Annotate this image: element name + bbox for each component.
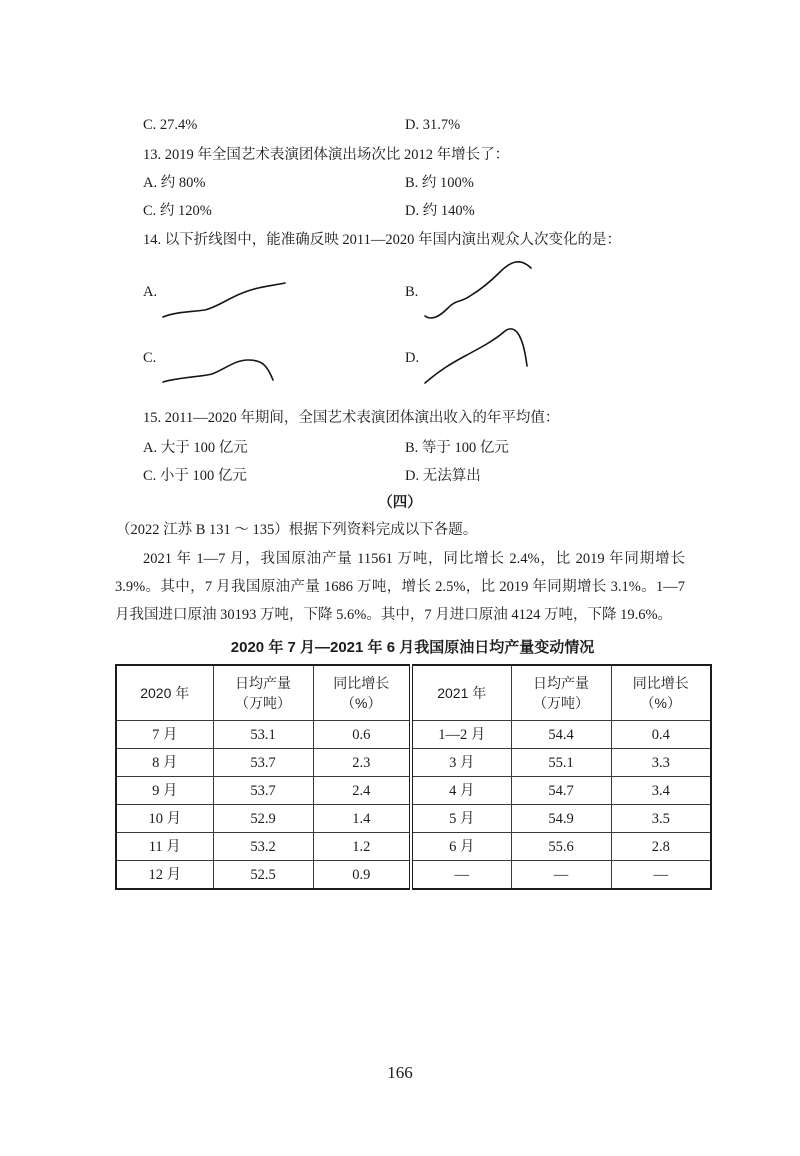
- table-cell: 53.2: [213, 833, 313, 861]
- table-cell: 0.9: [313, 861, 411, 890]
- table-cell: 7 月: [116, 721, 213, 749]
- table-cell: 2.8: [611, 833, 711, 861]
- header-2020-year: 2020 年: [116, 665, 213, 721]
- table-cell: 4 月: [411, 777, 511, 805]
- q14-option-b-label: B.: [405, 284, 419, 300]
- table-cell: 53.7: [213, 777, 313, 805]
- section-source: （2022 江苏 B 131 ～ 135）根据下列资料完成以下各题。: [116, 522, 478, 538]
- table-cell: 52.9: [213, 805, 313, 833]
- table-cell: 1.4: [313, 805, 411, 833]
- table-cell: 5 月: [411, 805, 511, 833]
- q14-option-a-label: A.: [143, 284, 158, 300]
- table-cell: 1—2 月: [411, 721, 511, 749]
- q12-option-d: D. 31.7%: [405, 117, 461, 133]
- section-passage: 2021 年 1—7 月，我国原油产量 11561 万吨，同比增长 2.4%，比 2019 年同期增长 3.9%。其中，7 月我国原油产量 1686 万吨，增长 2.5%，比 2019 年同期增长 3.1%。1—7 月我国进口原油 30193 万吨，下降 5.6%。其中，7 月进口原油 4124 万吨，下降 19.6%。: [115, 551, 685, 623]
- q13-stem: 13. 2019 年全国艺术表演团体演出场次比 2012 年增长了：: [143, 147, 510, 163]
- header-daily-output-2021: 日均产量 （万吨）: [511, 665, 611, 721]
- q15-option-b: B. 等于 100 亿元: [405, 440, 509, 456]
- q14-line-sketches: [0, 0, 800, 400]
- q14-curve-b: [425, 262, 531, 318]
- q14-curve-d: [425, 329, 527, 383]
- table-title: 2020 年 7 月—2021 年 6 月我国原油日均产量变动情况: [230, 639, 595, 656]
- table-row: [116, 861, 711, 890]
- table-cell: 0.6: [313, 721, 411, 749]
- q13-option-b: B. 约 100%: [405, 175, 474, 191]
- table-cell: 54.9: [511, 805, 611, 833]
- header-daily-output-2020: 日均产量 （万吨）: [213, 665, 313, 721]
- table-cell: 3.4: [611, 777, 711, 805]
- table-row: [116, 805, 711, 833]
- header-2021-year: 2021 年: [411, 665, 511, 721]
- q14-curve-a: [163, 283, 285, 317]
- table-cell: 10 月: [116, 805, 213, 833]
- table-row: [116, 777, 711, 805]
- table-row: [116, 833, 711, 861]
- q14-stem: 14. 以下折线图中，能准确反映 2011—2020 年国内演出观众人次变化的是：: [143, 232, 621, 248]
- table-cell: 12 月: [116, 861, 213, 890]
- table-cell: —: [411, 861, 511, 890]
- header-yoy-growth-2020: 同比增长 （%）: [313, 665, 411, 721]
- table-cell: 2.3: [313, 749, 411, 777]
- table-cell: 1.2: [313, 833, 411, 861]
- header-yoy-growth-2021: 同比增长 （%）: [611, 665, 711, 721]
- q14-curve-c: [163, 360, 273, 382]
- q13-option-a: A. 约 80%: [143, 175, 206, 191]
- table-cell: 55.6: [511, 833, 611, 861]
- crude-oil-table: [115, 664, 712, 890]
- q15-option-c: C. 小于 100 亿元: [143, 468, 247, 484]
- q13-option-d: D. 约 140%: [405, 203, 475, 219]
- q15-option-d: D. 无法算出: [405, 468, 481, 484]
- table-cell: 3.5: [611, 805, 711, 833]
- table-cell: 52.5: [213, 861, 313, 890]
- table-header-row: [116, 665, 711, 721]
- page-number: 166: [387, 1063, 413, 1082]
- q15-stem: 15. 2011—2020 年期间，全国艺术表演团体演出收入的年平均值：: [143, 410, 560, 426]
- q14-option-d-label: D.: [405, 350, 420, 366]
- table-cell: 53.7: [213, 749, 313, 777]
- section-title: （四）: [378, 495, 422, 511]
- table-row: [116, 749, 711, 777]
- table-row: [116, 721, 711, 749]
- table-cell: 55.1: [511, 749, 611, 777]
- table-cell: 2.4: [313, 777, 411, 805]
- table-cell: 6 月: [411, 833, 511, 861]
- table-cell: 3.3: [611, 749, 711, 777]
- table-cell: 54.4: [511, 721, 611, 749]
- table-cell: 11 月: [116, 833, 213, 861]
- q13-option-c: C. 约 120%: [143, 203, 212, 219]
- q12-option-c: C. 27.4%: [143, 117, 198, 133]
- q15-option-a: A. 大于 100 亿元: [143, 440, 248, 456]
- table-cell: 53.1: [213, 721, 313, 749]
- table-cell: —: [511, 861, 611, 890]
- table-cell: 54.7: [511, 777, 611, 805]
- q14-option-c-label: C.: [143, 350, 157, 366]
- table-cell: 0.4: [611, 721, 711, 749]
- table-cell: 9 月: [116, 777, 213, 805]
- table-cell: 8 月: [116, 749, 213, 777]
- table-cell: —: [611, 861, 711, 890]
- table-cell: 3 月: [411, 749, 511, 777]
